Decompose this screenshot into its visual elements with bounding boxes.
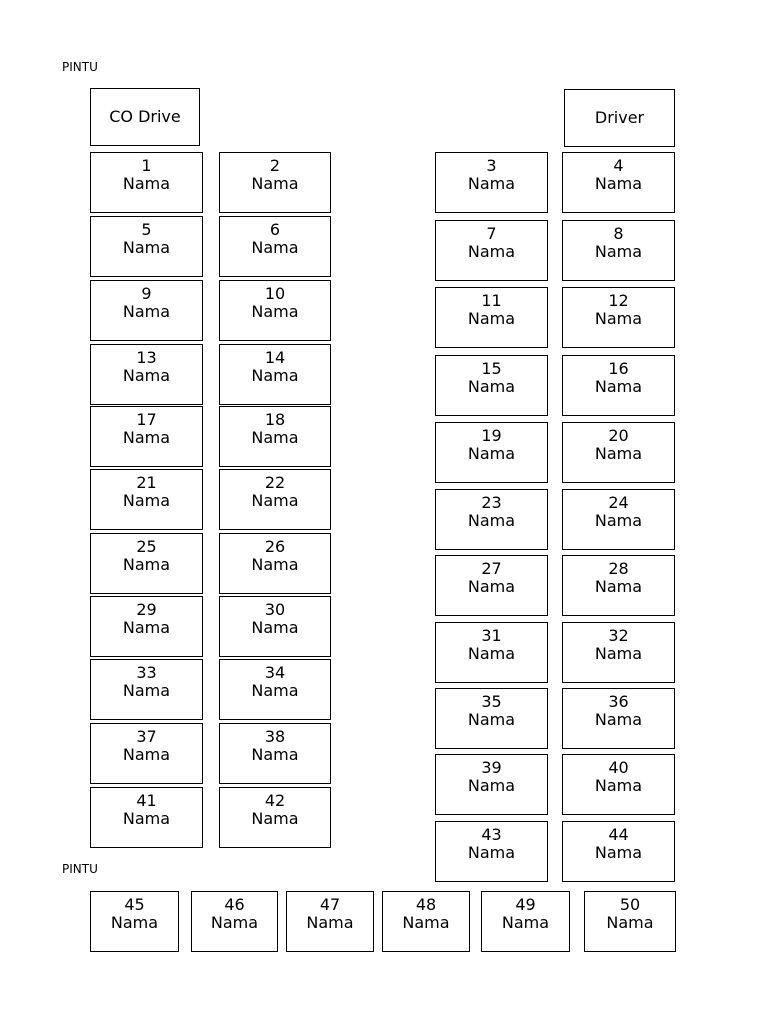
seat-name: Nama xyxy=(251,681,299,700)
seat-number: 6 xyxy=(269,220,281,239)
seat-number: 28 xyxy=(608,559,629,578)
seat-25 xyxy=(90,533,203,594)
seat-49 xyxy=(481,891,570,952)
seat-number: 35 xyxy=(481,692,502,711)
seat-number: 2 xyxy=(269,156,281,175)
seat-1 xyxy=(90,152,203,213)
seat-3 xyxy=(435,152,548,213)
seat-8 xyxy=(562,220,675,281)
seat-name: Nama xyxy=(122,428,171,447)
seat-number: 11 xyxy=(481,291,502,310)
seat-name: Nama xyxy=(594,843,643,862)
seat-27 xyxy=(435,555,548,616)
seat-number: 14 xyxy=(264,348,286,367)
seat-44 xyxy=(562,821,675,882)
seat-number: 3 xyxy=(486,156,497,175)
seat-17 xyxy=(90,406,203,467)
seat-name: Nama xyxy=(467,644,516,663)
seat-45 xyxy=(90,891,179,952)
seat-name: Nama xyxy=(467,511,516,530)
seat-15 xyxy=(435,355,548,416)
seat-name: Nama xyxy=(594,511,643,530)
seat-46 xyxy=(191,891,278,952)
seat-number: 12 xyxy=(608,291,629,310)
seat-name: Nama xyxy=(467,577,516,596)
seat-41 xyxy=(90,787,203,848)
seat-number: 46 xyxy=(224,895,245,914)
seat-name: Nama xyxy=(122,555,171,574)
seat-number: 34 xyxy=(264,663,286,682)
seat-number: 37 xyxy=(136,727,157,746)
seat-name: Nama xyxy=(251,428,299,447)
seat-number: 18 xyxy=(264,410,286,429)
seat-number: 47 xyxy=(319,895,341,914)
seat-name: Nama xyxy=(594,444,643,463)
seat-name: Nama xyxy=(251,809,299,828)
seat-4 xyxy=(562,152,675,213)
seat-13 xyxy=(90,344,203,405)
seat-number: 24 xyxy=(608,493,629,512)
seat-31 xyxy=(435,622,548,683)
seat-number: 13 xyxy=(136,348,157,367)
seat-number: 7 xyxy=(486,224,497,243)
seat-name: Nama xyxy=(251,174,299,193)
seat-33 xyxy=(90,659,203,720)
seat-number: 40 xyxy=(608,758,629,777)
seat-name: Nama xyxy=(467,776,516,795)
seat-6 xyxy=(219,216,331,277)
seat-number: 41 xyxy=(136,791,157,810)
seat-number: 32 xyxy=(608,626,629,645)
seat-number: 33 xyxy=(136,663,157,682)
rear-door-label: PINTU xyxy=(62,862,98,876)
seat-29 xyxy=(90,596,203,657)
seat-11 xyxy=(435,287,548,348)
seat-2 xyxy=(219,152,331,213)
seat-21 xyxy=(90,469,203,530)
seat-number: 49 xyxy=(515,895,536,914)
seat-number: 50 xyxy=(619,895,641,914)
seat-name: Nama xyxy=(594,242,643,261)
seat-number: 17 xyxy=(136,410,157,429)
seat-name: Nama xyxy=(122,491,171,510)
front-door-label: PINTU xyxy=(62,60,98,74)
seat-24 xyxy=(562,489,675,550)
seat-28 xyxy=(562,555,675,616)
seat-name: Nama xyxy=(594,174,643,193)
seat-number: 8 xyxy=(613,224,624,243)
seat-12 xyxy=(562,287,675,348)
seat-20 xyxy=(562,422,675,483)
seat-name: Nama xyxy=(467,843,516,862)
seat-name: Nama xyxy=(594,644,643,663)
seat-47 xyxy=(286,891,374,952)
seat-name: Nama xyxy=(251,555,299,574)
seat-number: 27 xyxy=(481,559,502,578)
seat-name: Nama xyxy=(110,913,159,932)
seat-number: 4 xyxy=(613,156,624,175)
seat-number: 30 xyxy=(264,600,286,619)
seat-50 xyxy=(584,891,676,952)
seat-39 xyxy=(435,754,548,815)
driver-label: Driver xyxy=(594,108,645,127)
seat-name: Nama xyxy=(122,809,171,828)
seat-name: Nama xyxy=(251,491,299,510)
seat-number: 21 xyxy=(136,473,157,492)
seat-number: 9 xyxy=(141,284,152,303)
seat-name: Nama xyxy=(594,309,643,328)
seat-name: Nama xyxy=(122,681,171,700)
seat-name: Nama xyxy=(594,710,643,729)
seat-number: 43 xyxy=(481,825,502,844)
seat-name: Nama xyxy=(251,302,299,321)
seat-name: Nama xyxy=(251,238,299,257)
seat-number: 10 xyxy=(264,284,286,303)
seat-38 xyxy=(219,723,331,784)
seat-name: Nama xyxy=(606,913,654,932)
seat-name: Nama xyxy=(402,913,450,932)
seat-19 xyxy=(435,422,548,483)
seat-40 xyxy=(562,754,675,815)
seat-35 xyxy=(435,688,548,749)
seat-name: Nama xyxy=(467,174,516,193)
seat-number: 20 xyxy=(608,426,629,445)
seat-name: Nama xyxy=(122,238,171,257)
seat-43 xyxy=(435,821,548,882)
seat-number: 45 xyxy=(124,895,145,914)
seat-14 xyxy=(219,344,331,405)
seat-26 xyxy=(219,533,331,594)
seat-number: 25 xyxy=(136,537,157,556)
seat-name: Nama xyxy=(467,444,516,463)
driver-seat xyxy=(564,89,675,147)
seat-number: 44 xyxy=(608,825,629,844)
seat-number: 39 xyxy=(481,758,502,777)
seat-18 xyxy=(219,406,331,467)
seat-9 xyxy=(90,280,203,341)
seat-name: Nama xyxy=(594,577,643,596)
seat-10 xyxy=(219,280,331,341)
seat-number: 36 xyxy=(608,692,629,711)
seat-number: 19 xyxy=(481,426,502,445)
seat-number: 16 xyxy=(608,359,629,378)
seat-number: 48 xyxy=(415,895,437,914)
seat-number: 23 xyxy=(481,493,502,512)
seat-7 xyxy=(435,220,548,281)
seat-name: Nama xyxy=(122,366,171,385)
seat-name: Nama xyxy=(467,710,516,729)
seat-name: Nama xyxy=(122,302,171,321)
co-driver-label: CO Drive xyxy=(109,107,181,126)
seat-number: 5 xyxy=(141,220,152,239)
seat-37 xyxy=(90,723,203,784)
seat-48 xyxy=(382,891,470,952)
seat-30 xyxy=(219,596,331,657)
seat-number: 15 xyxy=(481,359,502,378)
seat-name: Nama xyxy=(122,745,171,764)
seat-42 xyxy=(219,787,331,848)
seat-16 xyxy=(562,355,675,416)
seat-name: Nama xyxy=(251,366,299,385)
seat-number: 29 xyxy=(136,600,157,619)
seat-number: 38 xyxy=(264,727,286,746)
seat-number: 26 xyxy=(264,537,286,556)
seat-22 xyxy=(219,469,331,530)
seat-name: Nama xyxy=(306,913,354,932)
seat-23 xyxy=(435,489,548,550)
seat-32 xyxy=(562,622,675,683)
seat-number: 42 xyxy=(264,791,286,810)
seat-name: Nama xyxy=(594,377,643,396)
seat-name: Nama xyxy=(210,913,259,932)
seat-name: Nama xyxy=(467,242,516,261)
seat-number: 1 xyxy=(141,156,152,175)
seat-5 xyxy=(90,216,203,277)
seat-name: Nama xyxy=(122,618,171,637)
seat-name: Nama xyxy=(467,309,516,328)
seat-number: 31 xyxy=(481,626,502,645)
seat-name: Nama xyxy=(594,776,643,795)
seat-name: Nama xyxy=(251,618,299,637)
co-driver-seat xyxy=(90,88,200,146)
seat-number: 22 xyxy=(264,473,286,492)
seat-name: Nama xyxy=(467,377,516,396)
seat-name: Nama xyxy=(122,174,171,193)
seat-name: Nama xyxy=(251,745,299,764)
seat-name: Nama xyxy=(501,913,550,932)
seat-34 xyxy=(219,659,331,720)
seat-36 xyxy=(562,688,675,749)
